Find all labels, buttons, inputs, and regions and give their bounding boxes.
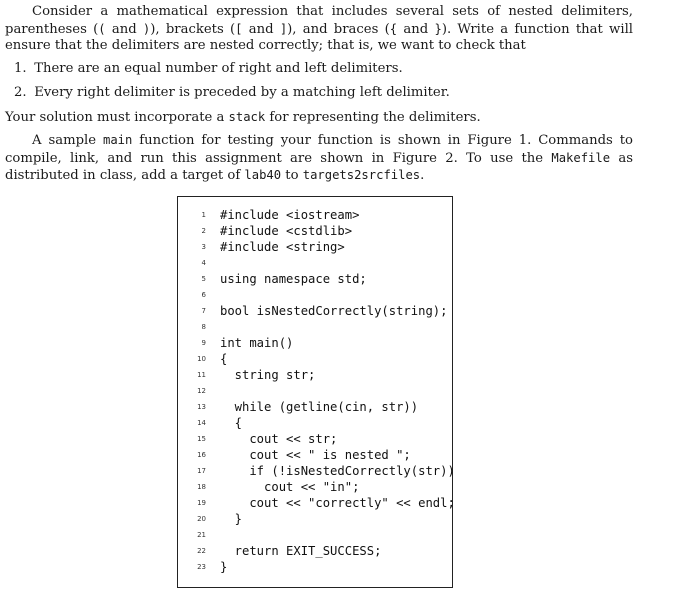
line-number: 4 xyxy=(201,259,206,267)
code-line xyxy=(178,239,450,255)
paragraph-text: . xyxy=(420,168,425,184)
code-line xyxy=(178,399,450,415)
code-line xyxy=(178,319,450,335)
code-line xyxy=(178,511,450,527)
code-line xyxy=(178,255,450,271)
intro-paragraph xyxy=(5,4,633,55)
code-line xyxy=(178,223,450,239)
code-line xyxy=(178,335,450,351)
paragraph-text: to xyxy=(281,168,303,184)
code-text: while (getline(cin, str)) xyxy=(220,400,419,414)
intro-text: and xyxy=(242,21,280,37)
line-number: 12 xyxy=(197,387,206,395)
inline-code: stack xyxy=(228,110,266,124)
intro-text: and xyxy=(397,21,435,37)
code-text: #include <string> xyxy=(220,240,345,254)
list-text: There are an equal number of right and left delimiters. xyxy=(34,61,403,76)
inline-code: ( xyxy=(98,21,106,36)
code-line xyxy=(178,351,450,367)
inline-code: } xyxy=(434,21,442,36)
line-number: 2 xyxy=(201,227,206,235)
line-number: 10 xyxy=(197,355,206,363)
line-number: 22 xyxy=(197,547,206,555)
code-text: bool isNestedCorrectly(string); xyxy=(220,304,448,318)
inline-code: { xyxy=(389,21,398,36)
testing-paragraph xyxy=(5,132,633,185)
code-line xyxy=(178,383,450,399)
line-number: 8 xyxy=(201,323,206,331)
code-line xyxy=(178,543,450,559)
code-line xyxy=(178,463,455,479)
line-number: 6 xyxy=(201,291,206,299)
code-text: cout << " is nested "; xyxy=(220,448,411,462)
code-line xyxy=(178,367,450,383)
inline-code: main xyxy=(102,133,133,148)
code-text: cout << str; xyxy=(220,432,338,446)
list-number: 1. xyxy=(14,61,27,76)
code-line xyxy=(178,431,450,447)
line-number: 11 xyxy=(197,371,206,379)
code-line xyxy=(178,479,450,495)
line-number: 15 xyxy=(197,435,206,443)
code-text: { xyxy=(220,352,228,366)
list-text: Every right delimiter is preceded by a matching left delimiter. xyxy=(34,85,450,100)
line-number: 20 xyxy=(197,515,206,523)
paragraph-text: for representing the delimiters. xyxy=(265,110,481,125)
paragraph-text: as distributed in class, add a target of xyxy=(5,150,633,184)
inline-code: lab40 xyxy=(244,168,282,183)
line-number: 14 xyxy=(197,419,206,427)
stack-paragraph xyxy=(5,109,633,127)
list-number: 2. xyxy=(14,85,27,100)
code-line xyxy=(178,207,450,223)
code-line xyxy=(178,527,450,543)
paragraph-text: A sample xyxy=(32,133,103,149)
code-line xyxy=(178,415,450,431)
paragraph-text: Your solution must incorporate a xyxy=(5,110,229,125)
code-text: } xyxy=(220,560,228,574)
code-line xyxy=(178,447,450,463)
line-number: 18 xyxy=(197,483,206,491)
line-number: 17 xyxy=(197,467,206,475)
code-text: if (!isNestedCorrectly(str)) xyxy=(220,464,455,478)
line-number: 23 xyxy=(197,563,206,571)
code-line xyxy=(178,287,450,303)
inline-code: [ xyxy=(235,21,243,36)
line-number: 16 xyxy=(197,451,206,459)
line-number: 3 xyxy=(201,243,206,251)
inline-code: Makefile xyxy=(551,150,611,165)
code-text: #include <cstdlib> xyxy=(220,224,353,238)
line-number: 13 xyxy=(197,403,206,411)
intro-text: ), brackets ( xyxy=(150,21,236,37)
code-line xyxy=(178,303,450,319)
code-text: int main() xyxy=(220,336,294,350)
intro-text: ). Write a function that will ensure that the delimiters are nested correctly; that is, we want to check that xyxy=(5,21,634,54)
code-text: #include <iostream> xyxy=(220,208,360,222)
code-text: cout << "in"; xyxy=(220,480,360,494)
line-number: 21 xyxy=(197,531,206,539)
list-item xyxy=(14,61,634,78)
code-text: cout << "correctly" << endl; xyxy=(220,496,455,510)
code-line xyxy=(178,495,455,511)
intro-text: and xyxy=(105,21,143,37)
intro-text: Consider a mathematical expression that includes several sets of nested delimiters, parentheses ( xyxy=(5,4,633,37)
code-text: { xyxy=(220,416,243,430)
code-line xyxy=(178,271,450,287)
code-text: } xyxy=(220,512,243,526)
line-number: 7 xyxy=(201,307,206,315)
code-line xyxy=(178,559,450,575)
line-number: 9 xyxy=(201,339,206,347)
intro-text: ), and braces ( xyxy=(287,21,390,37)
code-text: return EXIT_SUCCESS; xyxy=(220,544,382,558)
inline-code: ] xyxy=(279,21,288,36)
code-text: string str; xyxy=(220,368,316,382)
code-text: using namespace std; xyxy=(220,272,367,286)
line-number: 19 xyxy=(197,499,206,507)
line-number: 5 xyxy=(201,275,206,283)
inline-code: targets2srcfiles xyxy=(302,168,421,183)
code-listing-box xyxy=(177,196,453,588)
list-item xyxy=(14,85,634,102)
inline-code: ) xyxy=(142,21,151,36)
line-number: 1 xyxy=(201,211,206,219)
paragraph-text: function for testing your function is shown in Figure 1. Commands to compile, link, and run this assignment are shown in Figure 2. To use the xyxy=(5,133,633,166)
